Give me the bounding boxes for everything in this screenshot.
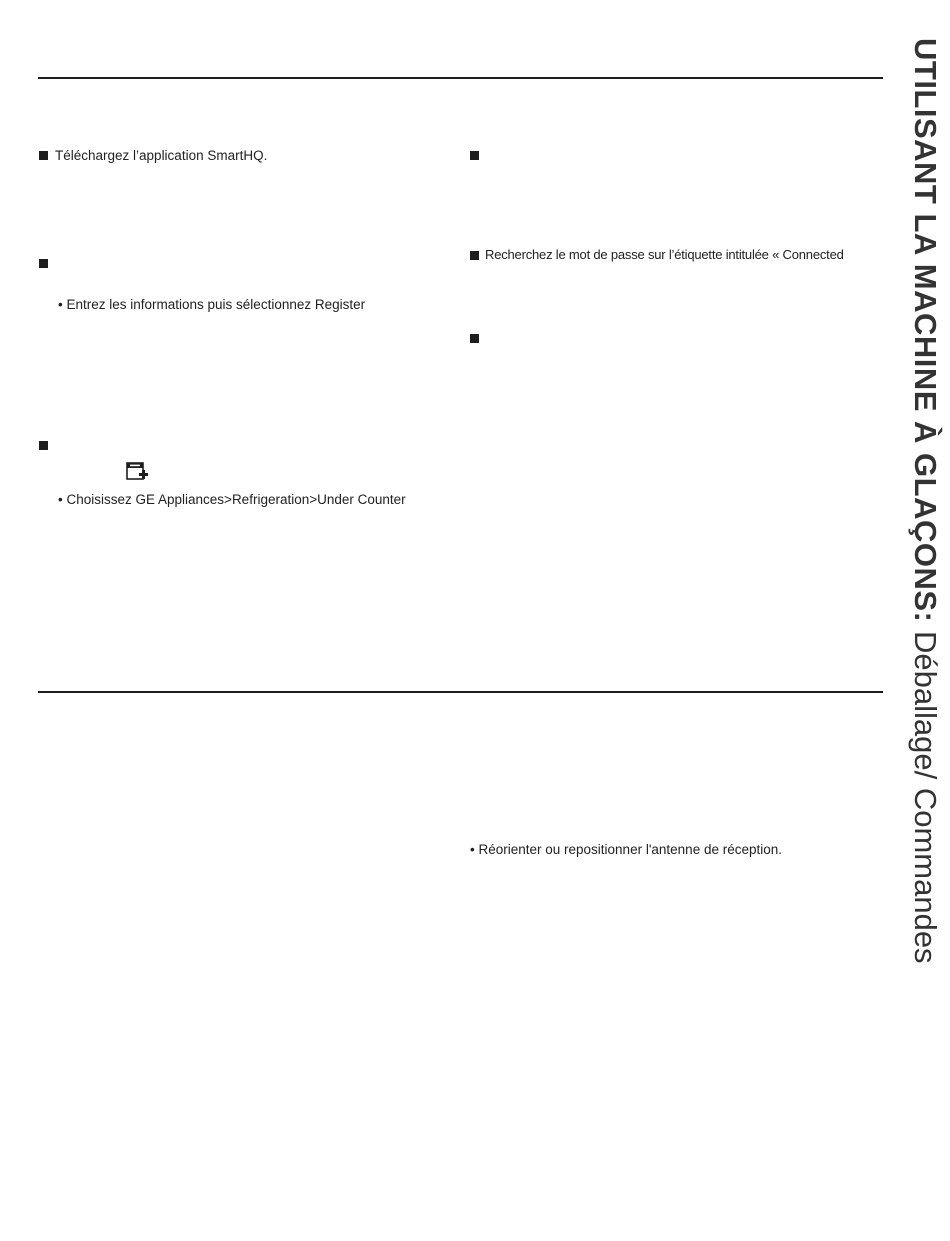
bullet-square-icon: [39, 441, 48, 450]
bullet-square-icon: [39, 259, 48, 268]
bullet-square-icon: [470, 151, 479, 160]
bullet-square-icon: [39, 151, 48, 160]
section-divider: [38, 691, 883, 693]
bullet-reorient-antenna: • Réorienter ou repositionner l'antenne de réception.: [470, 842, 783, 857]
bullet-square-icon: [470, 334, 479, 343]
top-divider: [38, 77, 883, 79]
bullet-choose-appliance: • Choisissez GE Appliances>Refrigeration>Under Counter: [58, 492, 406, 507]
sidebar-title-bold: UTILISANT LA MACHINE À GLAÇONS:: [908, 38, 943, 623]
step-find-password: Recherchez le mot de passe sur l’étiquette intitulée « Connected: [485, 247, 844, 262]
add-appliance-icon: [126, 462, 148, 482]
step-download-app: Téléchargez l’application SmartHQ.: [55, 148, 268, 163]
sidebar-title-regular: Déballage/ Commandes: [908, 622, 943, 964]
bullet-enter-info: • Entrez les informations puis sélectionnez Register: [58, 297, 366, 312]
bullet-square-icon: [470, 251, 479, 260]
section-sidebar-title: [908, 38, 942, 964]
